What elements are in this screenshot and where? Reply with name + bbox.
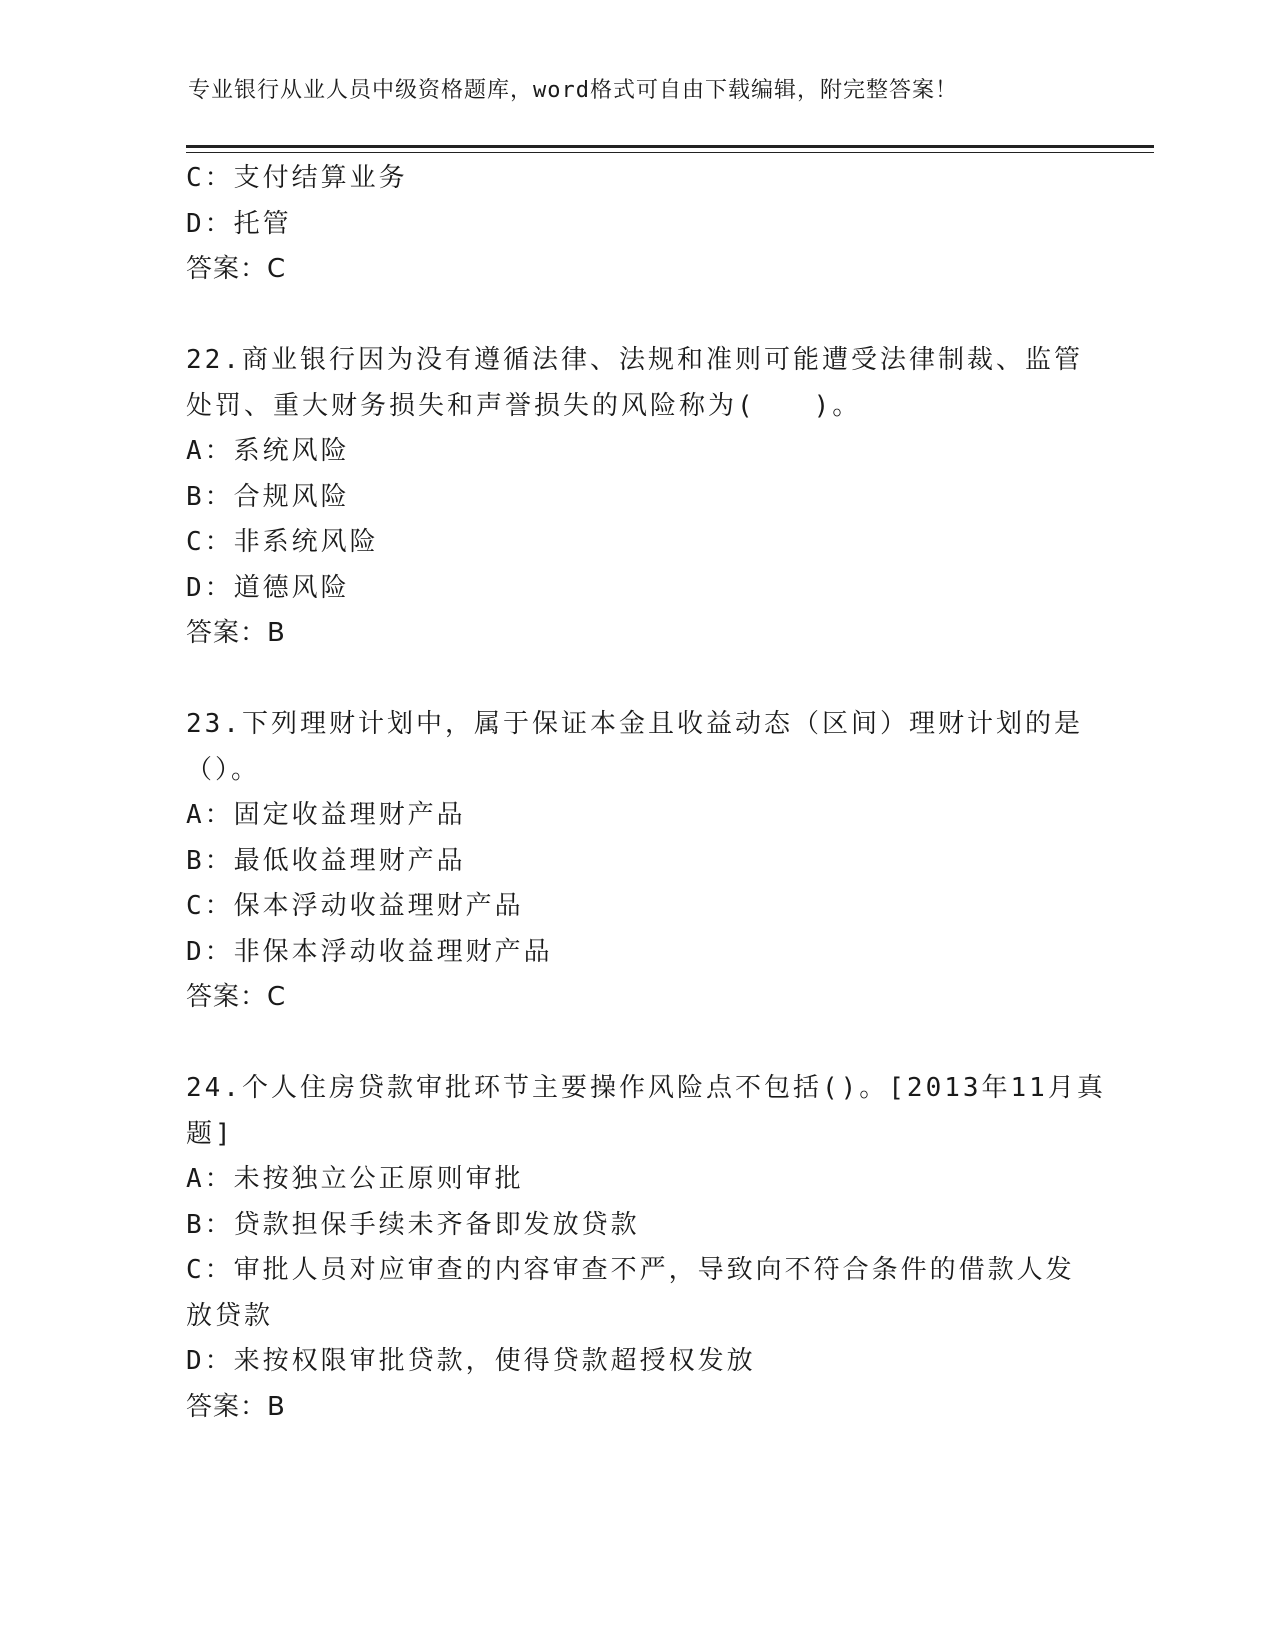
option-d: D：来按权限审批贷款，使得贷款超授权发放 (186, 1346, 756, 1376)
option-d: D：非保本浮动收益理财产品 (186, 936, 553, 967)
option-b: B：最低收益理财产品 (186, 845, 466, 876)
question-text-line: 24.个人住房贷款审批环节主要操作风险点不包括()。[2013年11月真 (186, 1073, 1106, 1103)
option-c: C：支付结算业务 (186, 163, 408, 193)
question-text-line: 22.商业银行因为没有遵循法律、法规和准则可能遭受法律制裁、监管 (186, 345, 1083, 375)
question-text-line: 23.下列理财计划中，属于保证本金且收益动态（区间）理财计划的是 (186, 709, 1083, 739)
option-d: D：托管 (186, 208, 292, 239)
option-c: C：非系统风险 (186, 527, 379, 557)
option-c: C：审批人员对应审查的内容审查不严，导致向不符合条件的借款人发 (186, 1255, 1075, 1285)
option-c-continued: 放贷款 (186, 1300, 274, 1331)
option-d: D：道德风险 (186, 572, 350, 603)
option-b: B：合规风险 (186, 481, 350, 512)
option-a: A：系统风险 (186, 436, 350, 466)
question-24 (186, 1066, 1106, 1430)
header-divider (186, 145, 1154, 153)
previous-question-tail (186, 156, 1086, 293)
answer: 答案：B (186, 618, 286, 648)
option-c: C：保本浮动收益理财产品 (186, 891, 524, 921)
question-23 (186, 702, 1086, 1021)
document-body (186, 156, 1106, 1430)
option-a: A：未按独立公正原则审批 (186, 1164, 524, 1194)
question-text-line: 题] (186, 1118, 234, 1149)
question-text-line: （）。 (186, 754, 261, 785)
answer: 答案：C (186, 254, 287, 284)
option-b: B：贷款担保手续未齐备即发放贷款 (186, 1209, 640, 1240)
option-a: A：固定收益理财产品 (186, 800, 466, 830)
answer: 答案：B (186, 1391, 286, 1422)
page-header: 专业银行从业人员中级资格题库，word格式可自由下载编辑，附完整答案！ (188, 78, 958, 103)
question-22 (186, 338, 1086, 657)
answer: 答案：C (186, 982, 287, 1012)
question-text-line: 处罚、重大财务损失和声誉损失的风险称为( )。 (186, 390, 862, 421)
